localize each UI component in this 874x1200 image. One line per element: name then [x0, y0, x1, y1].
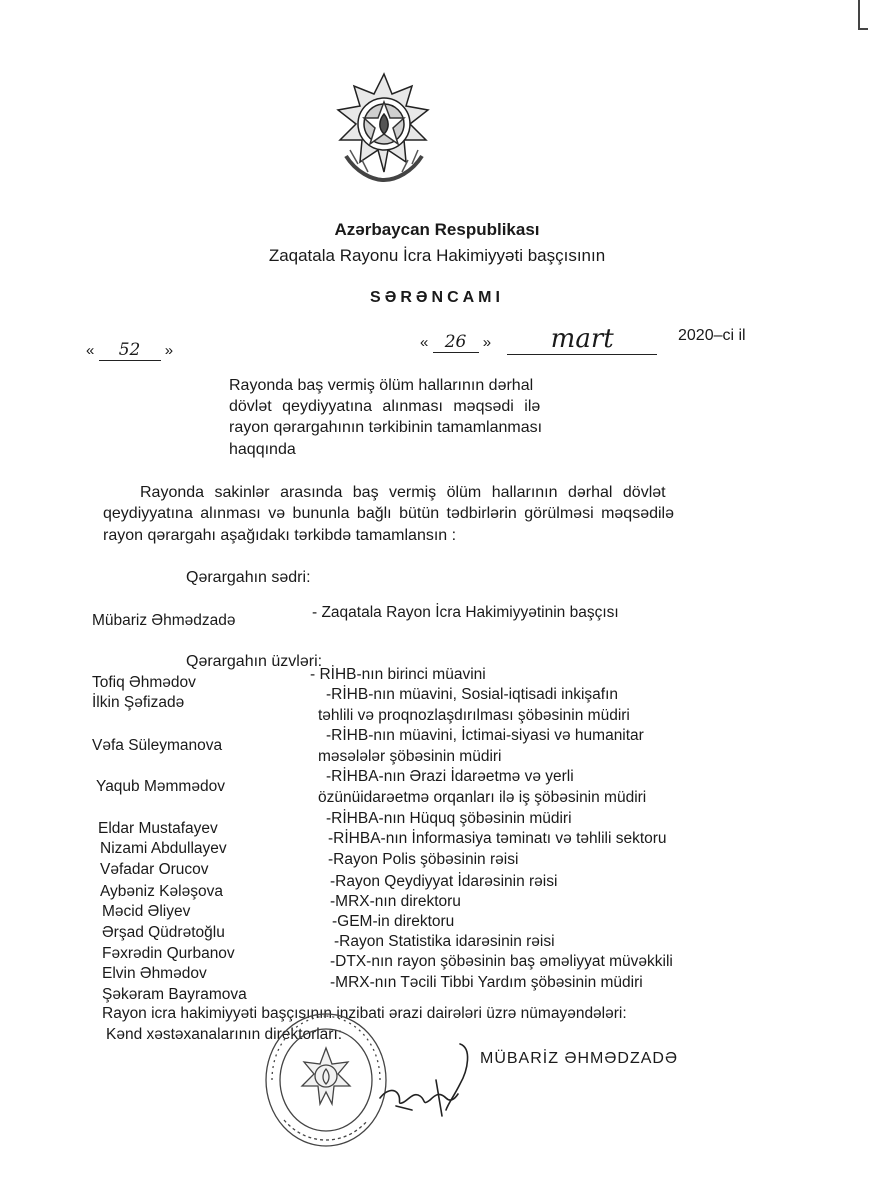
document-title: SƏRƏNCAMI: [370, 289, 504, 306]
member-role: -Rayon Qeydiyyat İdarəsinin rəisi: [330, 873, 558, 890]
member-role: -RİHBA-nın İnformasiya təminatı və təhlili sektoru: [328, 830, 667, 847]
member-role-continued: özünüidarəetmə orqanları ilə iş şöbəsinin müdiri: [318, 789, 647, 806]
members-heading: Qərargahın üzvləri:: [186, 653, 323, 670]
official-stamp-icon: [262, 1010, 390, 1150]
chair-heading: Qərargahın sədri:: [186, 569, 311, 586]
number-field: « 52 »: [86, 340, 174, 360]
member-name: Şəkəram Bayramova: [102, 986, 247, 1003]
signatory-name: MÜBARİZ ƏHMƏDZADƏ: [480, 1050, 678, 1067]
hospital-directors-line: Kənd xəstəxanalarının direktorları:: [106, 1026, 343, 1043]
member-role: -Rayon Statistika idarəsinin rəisi: [334, 933, 555, 950]
member-role: - RİHB-nın birinci müavini: [310, 666, 486, 683]
member-name: Tofiq Əhmədov: [92, 674, 196, 691]
subject-line-1: Rayonda baş vermiş ölüm hallarının dərhal: [229, 377, 534, 394]
member-name: Nizami Abdullayev: [100, 840, 227, 857]
member-role-continued: məsələlər şöbəsinin müdiri: [318, 748, 502, 765]
member-role: -MRX-nın direktoru: [330, 893, 461, 910]
date-month: mart: [507, 324, 657, 355]
body-line-3: rayon qərargahı aşağıdakı tərkibdə tamamlansın :: [103, 527, 457, 544]
member-role: -RİHBA-nın Hüquq şöbəsinin müdiri: [326, 810, 572, 827]
subject-line-3: rayon qərargahının tərkibinin tamamlanması: [229, 419, 543, 436]
subject-line-4: haqqında: [229, 441, 296, 458]
member-role: -RİHB-nın müavini, İctimai-siyasi və humanitar: [326, 727, 644, 744]
member-role: -MRX-nın Təcili Tibbi Yardım şöbəsinin müdiri: [330, 974, 643, 991]
member-role-continued: təhlili və proqnozlaşdırılması şöbəsinin müdiri: [318, 707, 630, 724]
representatives-line: Rayon icra hakimiyyəti başçısının inzibati ərazi dairələri üzrə nümayəndələri:: [102, 1005, 627, 1022]
member-role: -RİHBA-nın Ərazi İdarəetmə və yerli: [326, 768, 574, 785]
order-number: 52: [99, 340, 161, 361]
body-line-1: Rayonda sakinlər arasında baş vermiş ölüm hallarının dərhal dövlət: [140, 484, 666, 501]
state-emblem-icon: [332, 72, 436, 184]
member-name: Eldar Mustafayev: [98, 820, 218, 837]
member-role: -GEM-in direktoru: [332, 913, 455, 930]
member-name: Vəfadar Orucov: [100, 861, 209, 878]
member-role: -DTX-nın rayon şöbəsinin baş əməliyyat müvəkkili: [330, 953, 673, 970]
member-name: Məcid Əliyev: [102, 903, 191, 920]
member-role: -RİHB-nın müavini, Sosial-iqtisadi inkişafın: [326, 686, 619, 703]
date-year: 2020–ci il: [678, 327, 746, 344]
scan-corner-mark: [858, 0, 868, 30]
subject-line-2: dövlət qeydiyyatına alınması məqsədi ilə: [229, 398, 541, 415]
authority-heading: Zaqatala Rayonu İcra Hakimiyyəti başçısının: [268, 246, 606, 265]
country-heading: Azərbaycan Respublikası: [334, 220, 540, 239]
member-name: Elvin Əhmədov: [102, 965, 207, 982]
member-name: Yaqub Məmmədov: [96, 778, 225, 795]
date-day: 26: [433, 332, 479, 353]
member-name: Vəfa Süleymanova: [92, 737, 223, 754]
signature-image: [376, 1040, 476, 1130]
member-name: Fəxrədin Qurbanov: [102, 945, 235, 962]
member-name: Ərşad Qüdrətoğlu: [102, 924, 225, 941]
chair-name: Mübariz Əhmədzadə: [92, 612, 236, 629]
body-line-2: qeydiyyatına alınması və bununla bağlı bütün tədbirlərin görülməsi məqsədilə: [103, 505, 674, 522]
chair-role: - Zaqatala Rayon İcra Hakimiyyətinin başçısı: [312, 604, 619, 621]
date-field: « 26 » mart: [420, 324, 657, 355]
member-role: -Rayon Polis şöbəsinin rəisi: [328, 851, 519, 868]
member-name: İlkin Şəfizadə: [92, 694, 185, 711]
member-name: Aybəniz Kələşova: [100, 883, 223, 900]
